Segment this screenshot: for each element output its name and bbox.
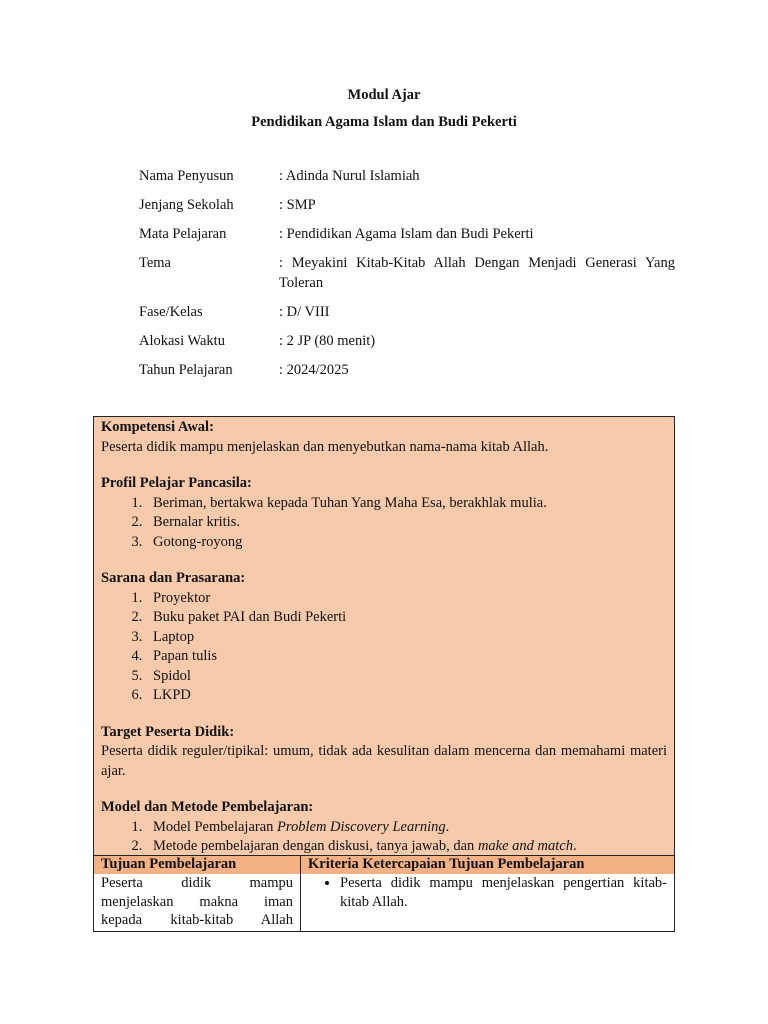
target-title: Target Peserta Didik: (101, 723, 235, 740)
profil-title: Profil Pelajar Pancasila: (101, 475, 252, 491)
info-value: : Adinda Nurul Islamiah (279, 168, 420, 184)
list-item: 5. Spidol (146, 667, 667, 687)
list-item: 1. Model Pembelajaran Problem Discovery Learning. (146, 818, 667, 838)
list-item: 2. Bernalar kritis. (146, 513, 667, 533)
info-label: Alokasi Waktu (139, 333, 225, 349)
info-label: Tema (139, 255, 171, 271)
info-value: : Pendidikan Agama Islam dan Budi Pekerti (279, 226, 534, 242)
table-header (94, 855, 674, 875)
info-row-mapel (139, 224, 675, 244)
info-label: Fase/Kelas (139, 304, 203, 320)
sarana-title: Sarana dan Prasarana: (101, 570, 246, 586)
table-header-kriteria: Kriteria Ketercapaian Tujuan Pembelajaran (308, 856, 585, 872)
info-row-tahun (139, 360, 675, 380)
list-item: 3. Gotong-royong (146, 533, 667, 553)
info-label: Nama Penyusun (139, 168, 234, 184)
model-list (101, 818, 667, 857)
model-title: Model dan Metode Pembelajaran: (101, 799, 314, 815)
list-item: 2. Buku paket PAI dan Budi Pekerti (146, 608, 667, 628)
kompetensi-text: Peserta didik mampu menjelaskan dan menyebutkan nama-nama kitab Allah. (101, 438, 549, 455)
info-label: Tahun Pelajaran (139, 362, 233, 378)
info-value: : D/ VIII (279, 304, 330, 320)
info-label: Jenjang Sekolah (139, 197, 234, 213)
kompetensi-title: Kompetensi Awal: (101, 419, 214, 435)
info-label: Mata Pelajaran (139, 226, 227, 242)
profil-list (101, 494, 667, 553)
list-item: 6. LKPD (146, 686, 667, 706)
info-row-jenjang (139, 195, 675, 215)
list-item: 1. Beriman, bertakwa kepada Tuhan Yang Maha Esa, berakhlak mulia. (146, 494, 667, 514)
info-block (139, 166, 675, 389)
info-row-nama (139, 166, 675, 186)
info-row-alokasi (139, 331, 675, 351)
table-cell-tujuan: Peserta didik mampu menjelaskan makna iman kepada kitab-kitab Allah (94, 874, 301, 931)
content-box (93, 416, 675, 932)
list-item: 3. Laptop (146, 628, 667, 648)
target-text: Peserta didik reguler/tipikal: umum, tidak ada kesulitan dalam mencerna dan memahami materi ajar. (101, 743, 667, 779)
info-value: : SMP (279, 197, 316, 213)
document-subtitle: Pendidikan Agama Islam dan Budi Pekerti (251, 114, 517, 130)
table-header-tujuan: Tujuan Pembelajaran (94, 856, 301, 874)
info-value: : 2 JP (80 menit) (279, 333, 376, 349)
table-row (94, 874, 674, 931)
list-item: 4. Papan tulis (146, 647, 667, 667)
info-value: : Meyakini Kitab-Kitab Allah Dengan Menjadi Generasi Yang Toleran (279, 255, 675, 291)
table-cell-kriteria (301, 874, 674, 931)
list-item: 1. Proyektor (146, 589, 667, 609)
list-item: • Peserta didik mampu menjelaskan pengertian kitab-kitab Allah. (340, 874, 667, 911)
document-title: Modul Ajar (347, 87, 421, 103)
info-value: : 2024/2025 (279, 362, 349, 378)
info-row-tema (139, 253, 675, 293)
info-row-fase (139, 302, 675, 322)
list-item: 2. Metode pembelajaran dengan diskusi, tanya jawab, dan make and match. (146, 837, 667, 857)
sarana-list (101, 589, 667, 706)
